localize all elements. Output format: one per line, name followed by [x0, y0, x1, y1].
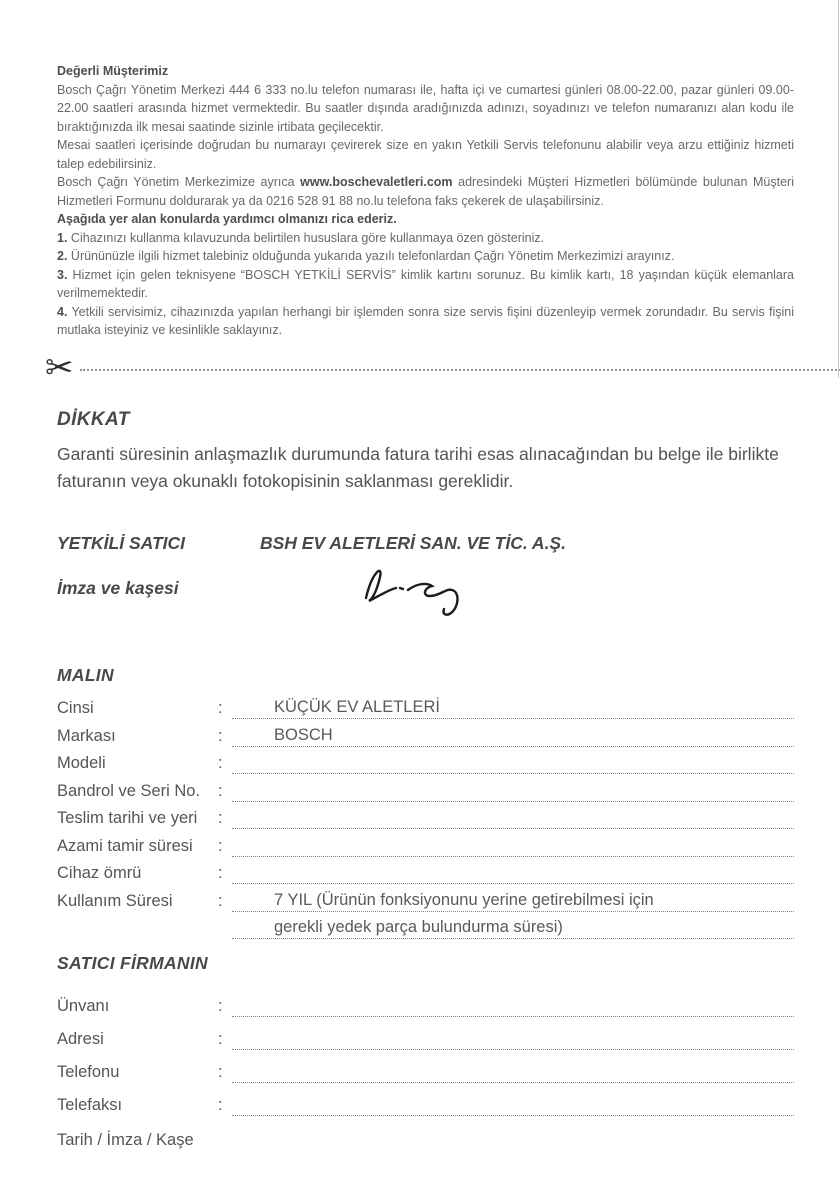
field-label: Cinsi — [57, 699, 94, 717]
field-row-markasi — [57, 719, 794, 747]
scissors-icon: ✂ — [45, 348, 74, 387]
item-text: Cihazınızı kullanma kılavuzunda belirtilen hususlara göre kullanmaya özen gösteriniz. — [67, 230, 545, 245]
field-label: Telefaksı — [57, 1096, 123, 1114]
field-value-line — [232, 807, 794, 829]
field-row-azami-tamir-suresi — [57, 829, 794, 857]
field-row-teslim-tarihi — [57, 802, 794, 830]
field-colon: : — [218, 1063, 223, 1081]
field-colon: : — [218, 997, 223, 1015]
field-label: Telefonu — [57, 1063, 120, 1081]
field-value-line — [232, 752, 794, 774]
field-colon: : — [218, 809, 223, 827]
field-label: Teslim tarihi ve yeri — [57, 809, 198, 827]
notice-item-3 — [57, 266, 794, 303]
warning-section — [57, 409, 794, 495]
notice-paragraph-1: Bosch Çağrı Yönetim Merkezi 444 6 333 no.lu telefon numarası ile, hafta içi ve cumartesi günleri 08.00-22.00, pazar günleri 09.00-22.00 saatleri arasında hizmet vermektedir. Bu saatler dışında aradığınızda adınızı, soyadınızı ve telefon numaranızı alan kodu ile bıraktığınızda ilk mesai saatinde sizinle irtibata geçilecektir. — [57, 82, 794, 134]
field-label: Ünvanı — [57, 997, 110, 1015]
field-value-line — [232, 995, 794, 1017]
field-value-line — [232, 724, 794, 747]
notice-paragraph-3-end: adresindeki Müşteri Hizmetleri bölümünde bulunan Müşteri Hizmetleri Formunu doldurarak ya da 0216 528 91 88 no.lu telefona faks çekerek de ulaşabilirsiniz. — [57, 175, 794, 208]
notice-item-4 — [57, 303, 794, 340]
field-row-cihaz-omru — [57, 857, 794, 885]
dealer-label: YETKİLİ SATICI — [57, 532, 186, 553]
field-row-telefonu — [57, 1050, 794, 1083]
dealer-company-name: BSH EV ALETLERİ SAN. VE TİC. A.Ş. — [260, 532, 566, 553]
field-row-telefaksi — [57, 1083, 794, 1116]
field-label: Adresi — [57, 1030, 104, 1048]
field-label: Cihaz ömrü — [57, 864, 142, 882]
customer-notice-section — [57, 62, 794, 340]
warning-text: Garanti süresinin anlaşmazlık durumunda fatura tarihi esas alınacağından bu belge ile birlikte faturanın veya okunaklı fotokopisinin saklanması gereklidir. — [57, 443, 779, 491]
item-text: Ürününüzle ilgili hizmet talebiniz olduğunda yukarıda yazılı telefonlardan Çağrı Yönetim Merkezimizi arayınız. — [67, 249, 675, 263]
warning-title: DİKKAT — [57, 408, 130, 430]
field-value-line — [232, 1094, 794, 1116]
field-label: Kullanım Süresi — [57, 891, 173, 910]
signature-row — [57, 578, 794, 625]
cut-here-line — [45, 348, 840, 387]
date-signature-stamp-label: Tarih / İmza / Kaşe — [57, 1131, 194, 1149]
field-value: gerekli yedek parça bulundurma süresi) — [274, 918, 563, 936]
field-row-kullanim-suresi — [57, 884, 794, 912]
signature-image — [352, 560, 482, 625]
item-number: 2. — [57, 249, 68, 263]
field-value-line — [232, 862, 794, 884]
signature-label: İmza ve kaşesi — [57, 577, 179, 598]
notice-heading: Değerli Müşterimiz — [57, 64, 169, 78]
field-label: Azami tamir süresi — [57, 836, 193, 855]
field-value-line — [232, 1061, 794, 1083]
field-colon: : — [218, 754, 223, 772]
field-row-adresi — [57, 1017, 794, 1050]
scan-edge-artifact — [838, 0, 839, 378]
field-value: BOSCH — [274, 725, 333, 744]
item-number: 3. — [57, 267, 68, 282]
notice-item-1 — [57, 229, 794, 248]
seller-section-title: SATICI FİRMANIN — [57, 953, 208, 973]
field-row-cinsi — [57, 692, 794, 720]
field-row-bandrol-seri-no — [57, 774, 794, 802]
field-value: 7 YIL (Ürünün fonksiyonunu yerine getirebilmesi için — [274, 890, 654, 909]
field-row-kullanim-suresi-line-2 — [57, 912, 794, 940]
field-value: KÜÇÜK EV ALETLERİ — [274, 698, 440, 716]
field-value-line — [232, 835, 794, 857]
item-text: Hizmet için gelen teknisyene “BOSCH YETKİLİ SERVİS” kimlik kartını sorunuz. Bu kimlik kartı, 18 yaşından küçük elemanlara verilmemektedir. — [57, 267, 794, 300]
item-number: 1. — [57, 230, 68, 245]
field-colon: : — [218, 699, 223, 717]
field-row-tarih-imza-kase — [57, 1118, 794, 1151]
field-colon: : — [218, 1096, 223, 1114]
field-label: Modeli — [57, 754, 106, 772]
field-colon: : — [218, 864, 223, 882]
field-colon: : — [218, 1030, 223, 1048]
field-label: Bandrol ve Seri No. — [57, 781, 201, 800]
field-colon: : — [218, 781, 223, 800]
field-value-line — [232, 1028, 794, 1050]
website-url: www.boschevaletleri.com — [300, 175, 453, 189]
notice-paragraph-3 — [57, 173, 794, 210]
item-text: Yetkili servisimiz, cihazınızda yapılan herhangi bir işlemden sonra size servis fişini düzenleyip vermek zorundadır. Bu servis fişini mutlaka isteyiniz ve kesinlikle saklayınız. — [57, 304, 794, 337]
field-label: Markası — [57, 726, 116, 745]
field-value-line — [232, 889, 794, 912]
authorized-dealer-row — [57, 533, 794, 554]
field-value-line — [232, 696, 794, 719]
field-row-modeli — [57, 747, 794, 775]
goods-section-title: MALIN — [57, 664, 114, 685]
field-colon: : — [218, 836, 223, 855]
notice-subheading: Aşağıda yer alan konularda yardımcı olmanızı rica ederiz. — [57, 212, 397, 226]
notice-paragraph-2: Mesai saatleri içerisinde doğrudan bu numarayı çevirerek size en yakın Yetkili Servis telefonunu alabilir veya arzu ettiğiniz hizmeti talep edebilirsiniz. — [57, 138, 794, 171]
field-value-line — [232, 916, 794, 939]
notice-paragraph-3-start: Bosch Çağrı Yönetim Merkezimize ayrıca — [57, 175, 301, 189]
dotted-cut-line — [80, 369, 840, 371]
field-value-line — [232, 780, 794, 802]
notice-item-2 — [57, 247, 794, 266]
field-colon: : — [218, 891, 223, 910]
field-row-unvani — [57, 984, 794, 1017]
item-number: 4. — [57, 304, 68, 319]
field-colon: : — [218, 726, 223, 745]
